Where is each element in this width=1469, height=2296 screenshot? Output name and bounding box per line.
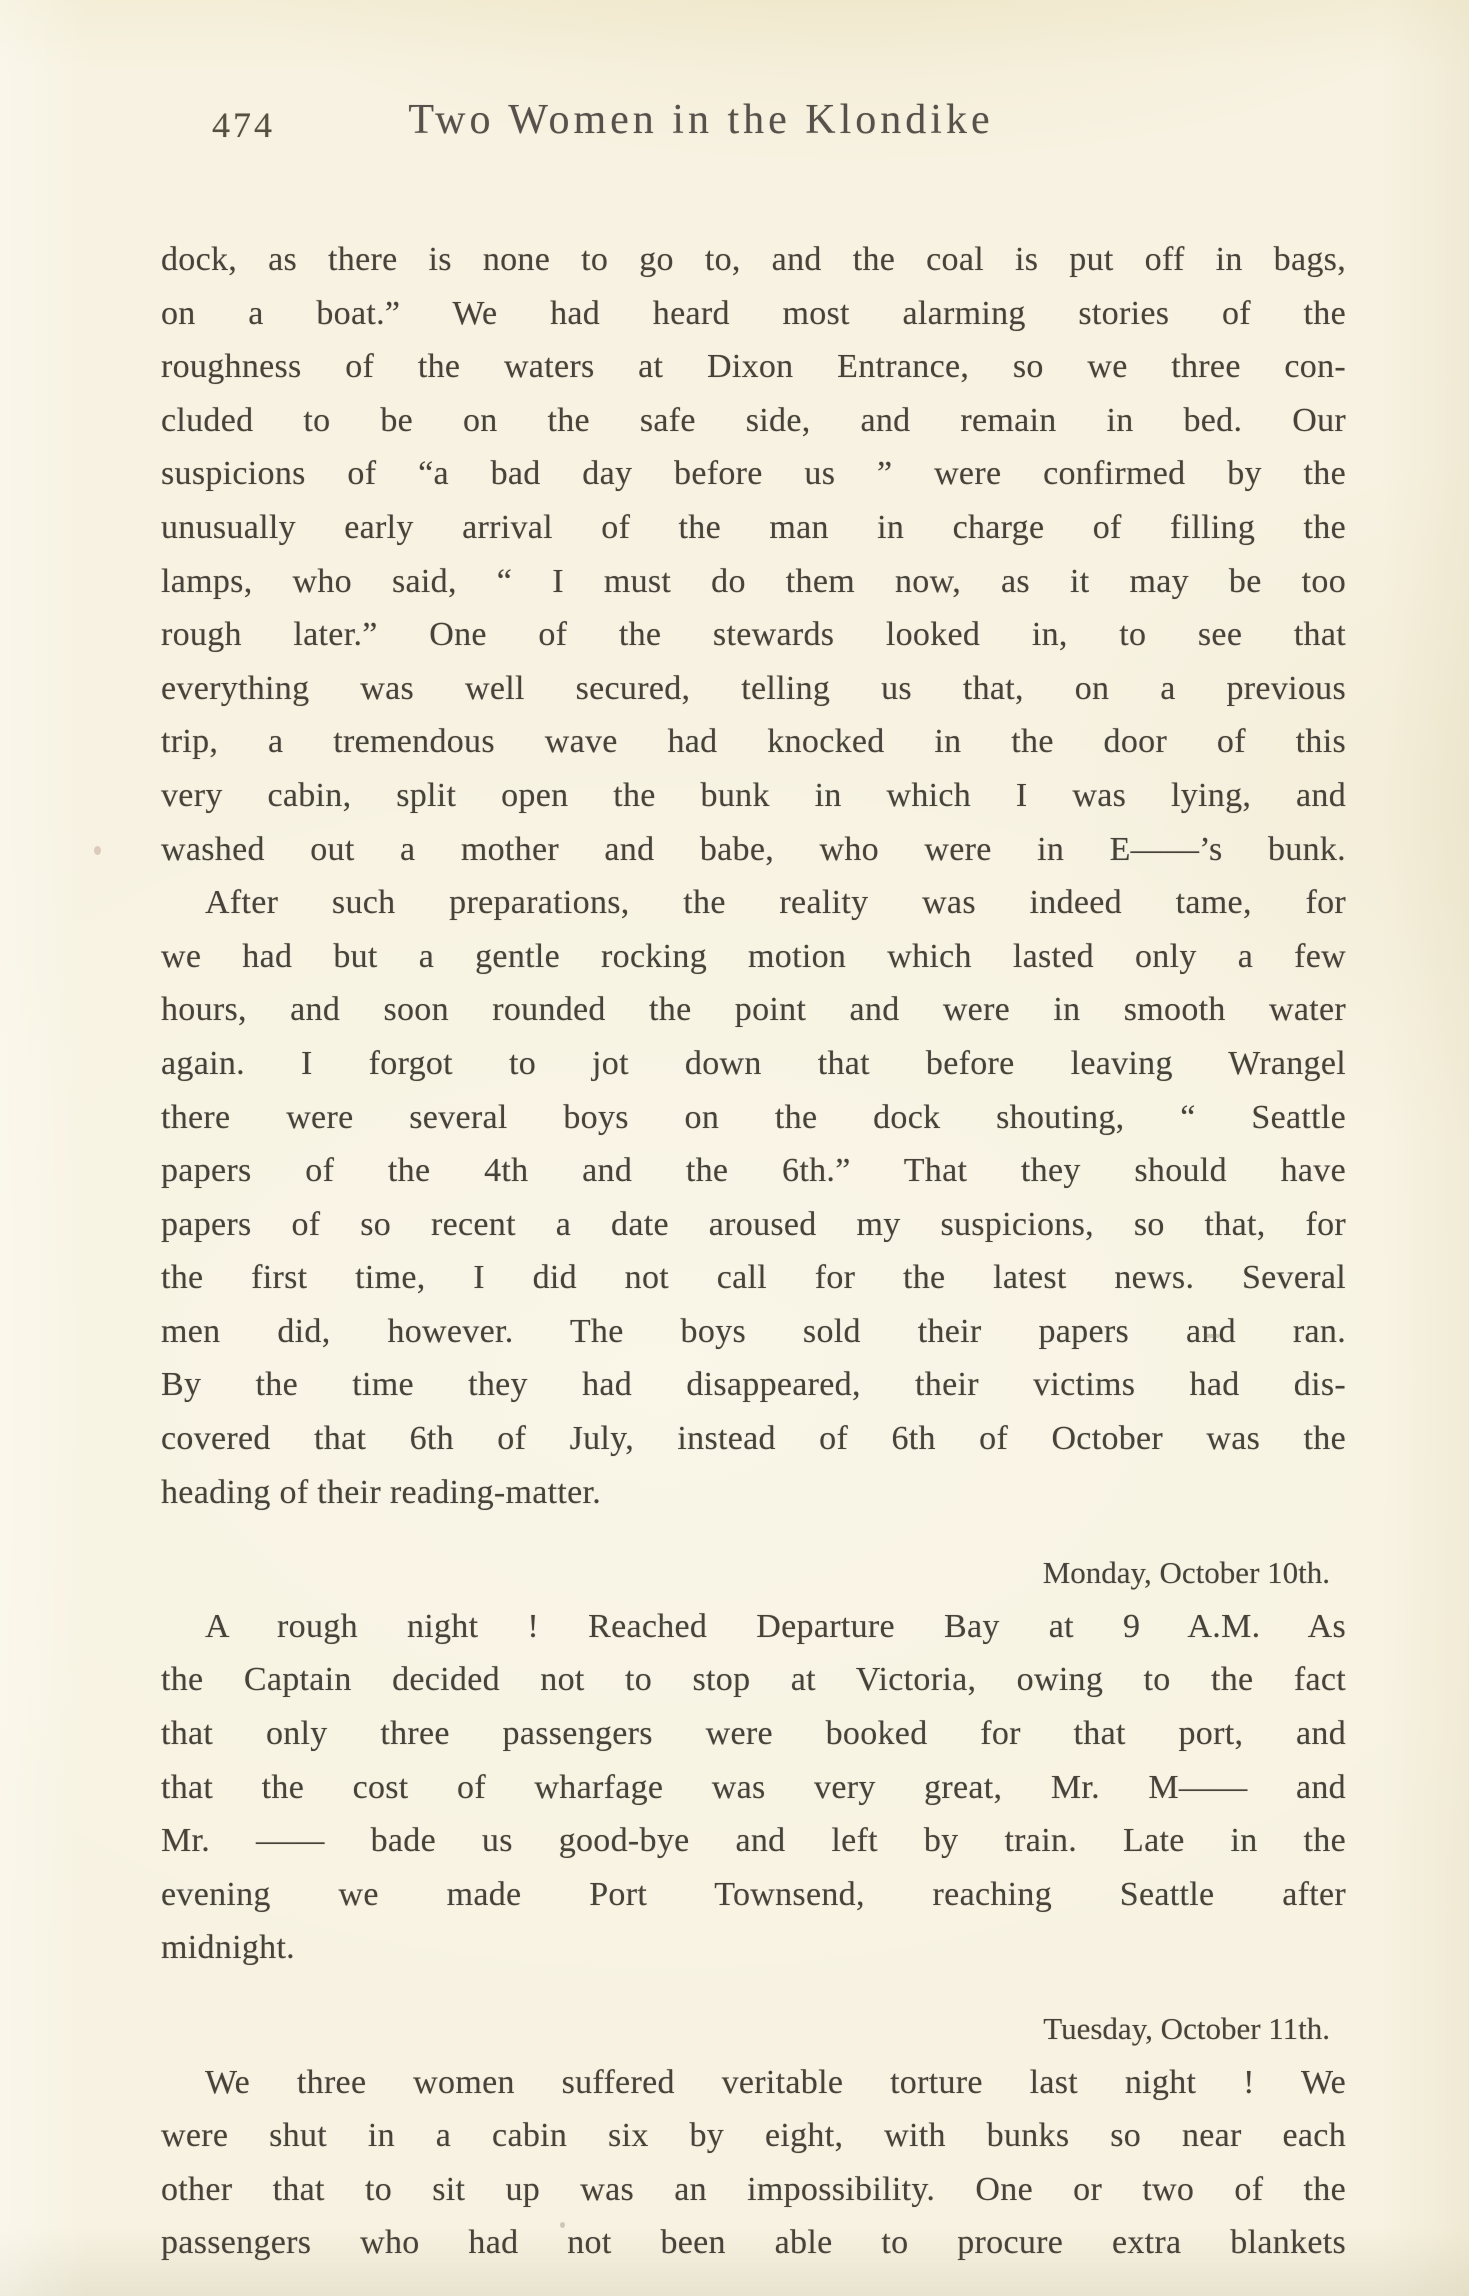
text-line: trip, a tremendous wave had knocked in the door of this (161, 723, 1346, 761)
text-line: we had but a gentle rocking motion which lasted only a few (161, 937, 1346, 975)
text-line: midnight. (161, 1929, 295, 1967)
running-title: Two Women in the Klondike (408, 97, 994, 143)
running-header (160, 96, 1345, 152)
text-line: the Captain decided not to stop at Victoria, owing to the fact (161, 1661, 1346, 1699)
text-line: there were several boys on the dock shouting, “ Seattle (161, 1098, 1346, 1136)
text-line: washed out a mother and babe, who were in E——’s bunk. (161, 830, 1346, 868)
text-line: papers of so recent a date aroused my suspicions, so that, for (161, 1205, 1346, 1243)
date-heading: Monday, October 10th. (1042, 1555, 1330, 1591)
text-line: were shut in a cabin six by eight, with bunks so near each (161, 2117, 1346, 2155)
page-number: 474 (212, 105, 275, 145)
text-line: By the time they had disappeared, their victims had dis- (161, 1366, 1346, 1404)
text-line: the first time, I did not call for the latest news. Several (161, 1259, 1346, 1297)
scan-speck (94, 846, 101, 855)
text-line: covered that 6th of July, instead of 6th of October was the (161, 1420, 1346, 1458)
text-line: lamps, who said, “ I must do them now, as it may be too (161, 562, 1346, 600)
text-line: hours, and soon rounded the point and were in smooth water (161, 991, 1346, 1029)
text-line: evening we made Port Townsend, reaching Seattle after (161, 1875, 1346, 1913)
text-line: We three women suffered veritable torture last night ! We (205, 2063, 1346, 2101)
text-line: After such preparations, the reality was indeed tame, for (205, 884, 1346, 922)
text-line: that the cost of wharfage was very great, Mr. M—— and (161, 1768, 1346, 1806)
text-line: papers of the 4th and the 6th.” That they should have (161, 1152, 1346, 1190)
text-line: suspicions of “a bad day before us ” were confirmed by the (161, 455, 1346, 493)
text-line: dock, as there is none to go to, and the coal is put off in bags, (161, 241, 1346, 278)
text-line: A rough night ! Reached Departure Bay at 9 A.M. As (205, 1607, 1346, 1645)
text-line: that only three passengers were booked for that port, and (161, 1715, 1346, 1753)
text-line: heading of their reading-matter. (161, 1473, 602, 1511)
text-line: Mr. —— bade us good-bye and left by train. Late in the (161, 1822, 1346, 1860)
text-line: unusually early arrival of the man in charge of filling the (161, 508, 1346, 546)
text-line: everything was well secured, telling us that, on a previous (161, 669, 1346, 707)
text-line: very cabin, split open the bunk in which I was lying, and (161, 776, 1346, 814)
scan-speck (1204, 1334, 1220, 1338)
text-line: men did, however. The boys sold their papers and ran. (161, 1312, 1346, 1350)
text-line: other that to sit up was an impossibility. One or two of the (161, 2170, 1346, 2208)
scan-speck (560, 2222, 565, 2228)
text-line: cluded to be on the safe side, and remain in bed. Our (161, 401, 1346, 439)
date-heading: Tuesday, October 11th. (1043, 2011, 1330, 2046)
text-line: roughness of the waters at Dixon Entrance, so we three con- (161, 348, 1346, 386)
text-line: rough later.” One of the stewards looked in, to see that (161, 616, 1346, 654)
body-text (161, 233, 1346, 2270)
text-line: on a boat.” We had heard most alarming stories of the (161, 294, 1346, 332)
text-line: passengers who had not been able to procure extra blankets (161, 2224, 1346, 2262)
text-line: again. I forgot to jot down that before leaving Wrangel (161, 1044, 1346, 1082)
